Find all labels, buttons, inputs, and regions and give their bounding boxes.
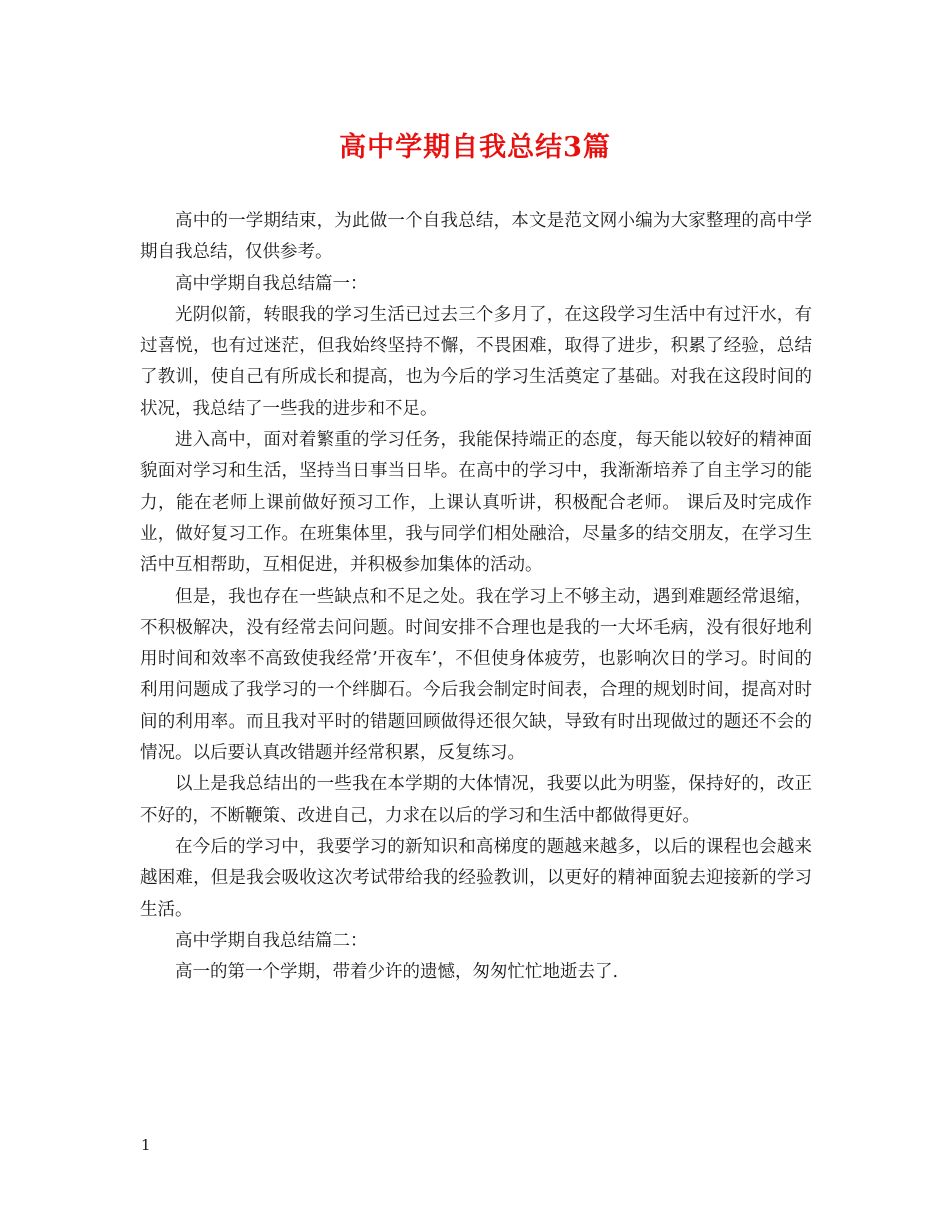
section-heading-part-two: 高中学期自我总结篇二： [175, 930, 368, 951]
document-title: 高中学期自我总结3篇 [339, 132, 611, 163]
body-paragraph: 光阴似箭，转眼我的学习生活已过去三个多月了，在这段学习生活中有过汗水，有过喜悦，也有过迷茫，但我始终坚持不懈，不畏困难，取得了进步，积累了经验，总结了教训，使自己有所成长和提高，也为今后的学习生活奠定了基础。对我在这段时间的状况，我总结了一些我的进步和不足。 [140, 304, 812, 419]
intro-paragraph: 高中的一学期结束，为此做一个自我总结，本文是范文网小编为大家整理的高中学期自我总结，仅供参考。 [140, 211, 812, 263]
document-body [140, 206, 812, 988]
page-number: 1 [141, 1136, 151, 1154]
body-paragraph: 高一的第一个学期，带着少许的遗憾，匆匆忙忙地逝去了. [175, 962, 619, 983]
section-heading-part-one: 高中学期自我总结篇一： [175, 273, 368, 294]
body-paragraph: 在今后的学习中，我要学习的新知识和高梯度的题越来越多，以后的课程也会越来越困难，但是我会吸收这次考试带给我的经验教训，以更好的精神面貌去迎接新的学习生活。 [140, 836, 812, 920]
body-paragraph: 但是，我也存在一些缺点和不足之处。我在学习上不够主动，遇到难题经常退缩，不积极解决，没有经常去问问题。时间安排不合理也是我的一大坏毛病，没有很好地利用时间和效率不高致使我经常’开夜车’，不但使身体疲劳，也影响次日的学习。时间的利用问题成了我学习的一个绊脚石。今后我会制定时间表，合理的规划时间，提高对时间的利用率。而且我对平时的错题回顾做得还很欠缺，导致有时出现做过的题还不会的情况。以后要认真改错题并经常积累，反复练习。 [140, 586, 812, 764]
body-paragraph: 进入高中，面对着繁重的学习任务，我能保持端正的态度，每天能以较好的精神面貌面对学习和生活，坚持当日事当日毕。在高中的学习中，我渐渐培养了自主学习的能力，能在老师上课前做好预习工作，上课认真听讲，积极配合老师。 课后及时完成作业，做好复习工作。在班集体里，我与同学们相处融洽，尽量多的结交朋友，在学习生活中互相帮助，互相促进，并积极参加集体的活动。 [140, 430, 812, 576]
body-paragraph: 以上是我总结出的一些我在本学期的大体情况，我要以此为明鉴，保持好的，改正不好的，不断鞭策、改进自己，力求在以后的学习和生活中都做得更好。 [140, 774, 812, 826]
